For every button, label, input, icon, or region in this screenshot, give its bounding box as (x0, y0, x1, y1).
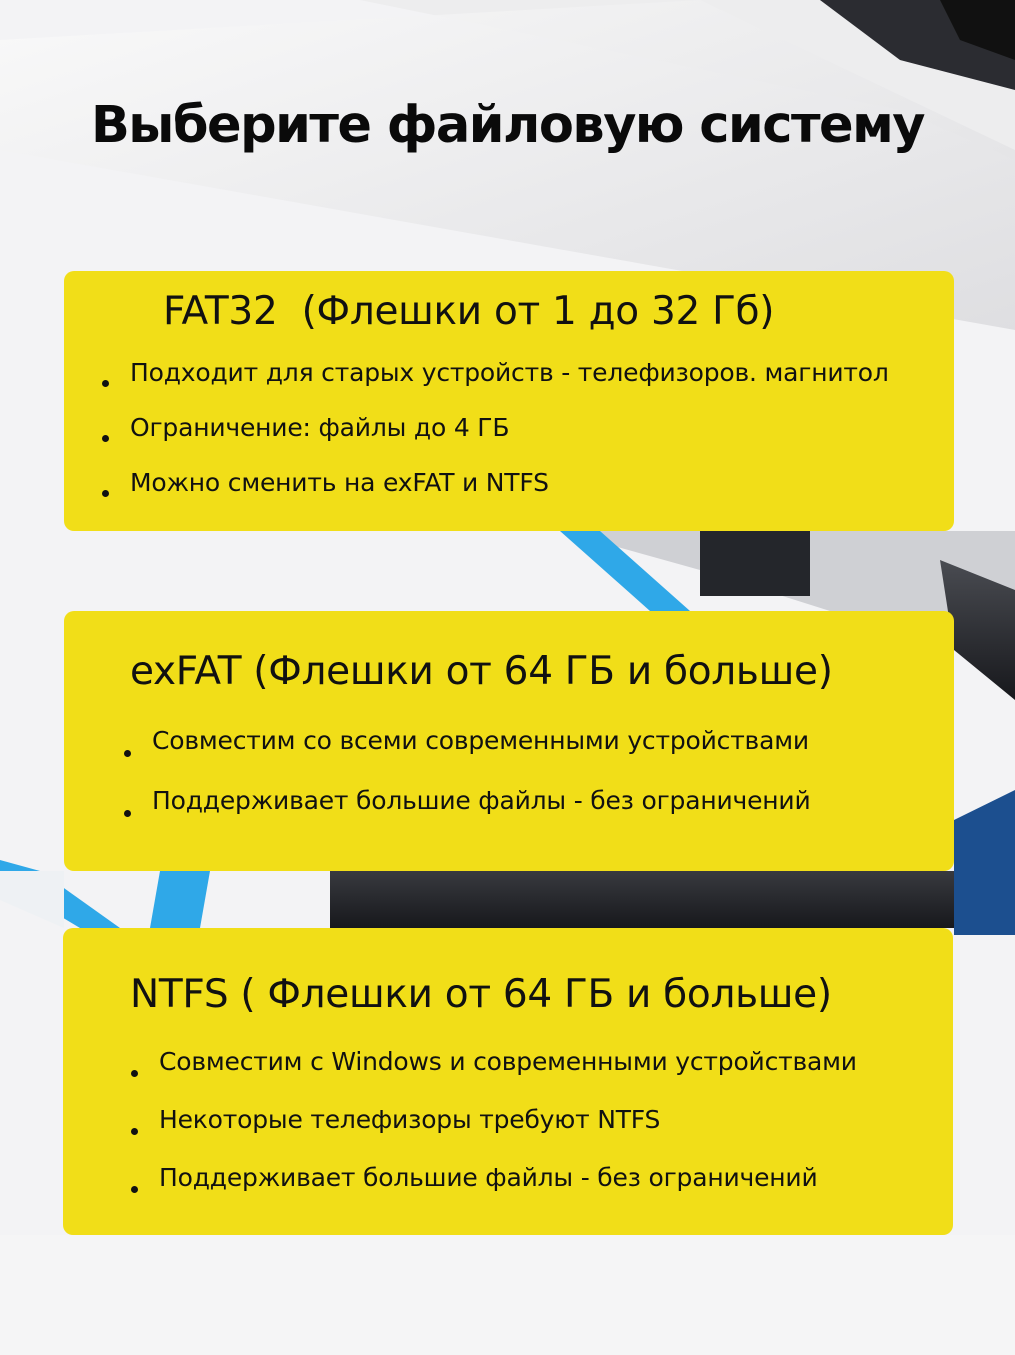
bullet-icon (102, 380, 109, 387)
bullet-icon (102, 490, 109, 497)
list-item-text: Поддерживает большие файлы - без ограничений (152, 786, 811, 815)
list-item (102, 355, 889, 410)
list-item-text: Некоторые телефизоры требуют NTFS (159, 1105, 661, 1134)
exfat-features-list (124, 723, 811, 843)
list-item-text: Подходит для старых устройств - телефизоров. магнитол (130, 358, 889, 387)
list-item-text: Поддерживает большие файлы - без ограничений (159, 1163, 818, 1192)
exfat-card (64, 611, 954, 871)
list-item (131, 1102, 857, 1160)
fat32-heading: FAT32 (Флешки от 1 до 32 Гб) (163, 289, 775, 334)
list-item-text: Можно сменить на exFAT и NTFS (130, 468, 549, 497)
ntfs-features-list (131, 1044, 857, 1218)
list-item (102, 465, 889, 520)
list-item-text: Совместим с Windows и современными устройствами (159, 1047, 857, 1076)
list-item-text: Ограничение: файлы до 4 ГБ (130, 413, 510, 442)
fat32-features-list (102, 355, 889, 520)
ntfs-card (63, 928, 953, 1235)
bullet-icon (131, 1186, 138, 1193)
list-item (102, 410, 889, 465)
exfat-heading: exFAT (Флешки от 64 ГБ и больше) (130, 649, 833, 694)
list-item (131, 1160, 857, 1218)
ntfs-heading: NTFS ( Флешки от 64 ГБ и больше) (130, 972, 832, 1017)
bullet-icon (124, 750, 131, 757)
bullet-icon (131, 1128, 138, 1135)
bullet-icon (131, 1070, 138, 1077)
list-item (124, 723, 811, 783)
bullet-icon (102, 435, 109, 442)
list-item-text: Совместим со всеми современными устройствами (152, 726, 809, 755)
fat32-card (64, 271, 954, 531)
page-title: Выберите файловую систему (90, 96, 925, 155)
bullet-icon (124, 810, 131, 817)
list-item (124, 783, 811, 843)
list-item (131, 1044, 857, 1102)
